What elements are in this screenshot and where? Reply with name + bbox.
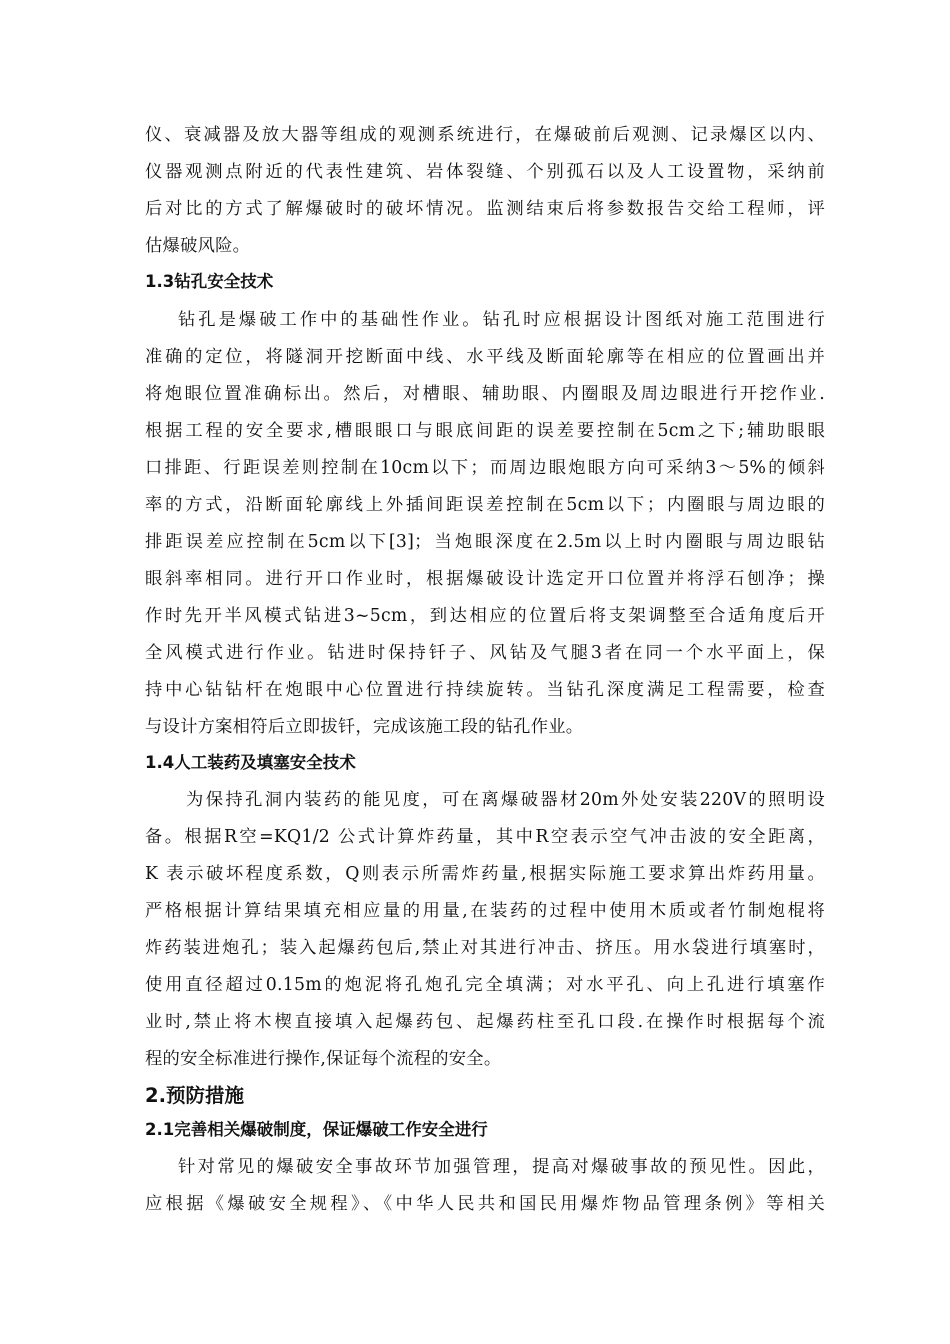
intro-line-2: 仪器观测点附近的代表性建筑、岩体裂缝、个别孤石以及人工设置物，采纳前 (145, 162, 825, 182)
s13-line-6: 率的方式，沿断面轮廓线上外插间距误差控制在5cm以下；内圈眼与周边眼的 (145, 495, 825, 515)
section-heading-2: 2.预防措施 (145, 1084, 244, 1107)
s21-line-2: 应根据《爆破安全规程》、《中华人民共和国民用爆炸物品管理条例》等相关 (145, 1194, 825, 1214)
intro-line-1: 仪、衰减器及放大器等组成的观测系统进行，在爆破前后观测、记录爆区以内、 (145, 125, 825, 145)
s13-line-4: 根据工程的安全要求,槽眼眼口与眼底间距的误差要控制在5cm之下;辅助眼眼 (145, 421, 825, 441)
s13-line-1: 钻孔是爆破工作中的基础性作业。钻孔时应根据设计图纸对施工范围进行 (178, 310, 825, 330)
s14-line-4: 严格根据计算结果填充相应量的用量,在装药的过程中使用木质或者竹制炮棍将 (145, 901, 825, 921)
intro-line-3: 后对比的方式了解爆破时的破坏情况。监测结束后将参数报告交给工程师，评 (145, 199, 825, 219)
s14-line-6: 使用直径超过0.15m的炮泥将孔炮孔完全填满；对水平孔、向上孔进行填塞作 (145, 975, 825, 995)
s14-line-2: 备。根据R空=KQ1/2 公式计算炸药量，其中R空表示空气冲击波的安全距离， (145, 827, 825, 847)
s14-line-1: 为保持孔洞内装药的能见度，可在离爆破器材20m外处安装220V的照明设 (186, 790, 825, 810)
s13-line-11: 持中心钻钻杆在炮眼中心位置进行持续旋转。当钻孔深度满足工程需要，检查 (145, 680, 825, 700)
section-heading-1-4: 1.4人工装药及填塞安全技术 (145, 753, 356, 772)
s14-line-7: 业时,禁止将木楔直接填入起爆药包、起爆药柱至孔口段.在操作时根据每个流 (145, 1012, 825, 1032)
s14-line-8: 程的安全标准进行操作,保证每个流程的安全。 (145, 1049, 502, 1069)
s13-line-12: 与设计方案相符后立即拔钎，完成该施工段的钻孔作业。 (145, 717, 584, 737)
s21-line-1: 针对常见的爆破安全事故环节加强管理，提高对爆破事故的预见性。因此， (178, 1157, 825, 1177)
s13-line-9: 作时先开半风模式钻进3~5cm，到达相应的位置后将支架调整至合适角度后开 (145, 606, 825, 626)
s13-line-2: 准确的定位，将隧洞开挖断面中线、水平线及断面轮廓等在相应的位置画出并 (145, 347, 825, 367)
s13-line-3: 将炮眼位置准确标出。然后，对槽眼、辅助眼、内圈眼及周边眼进行开挖作业. (145, 384, 825, 404)
intro-line-4: 估爆破风险。 (145, 236, 251, 256)
s14-line-3: K 表示破坏程度系数，Q则表示所需炸药量,根据实际施工要求算出炸药用量。 (145, 864, 825, 884)
s14-line-5: 炸药装进炮孔；装入起爆药包后,禁止对其进行冲击、挤压。用水袋进行填塞时， (145, 938, 825, 958)
s13-line-5: 口排距、行距误差则控制在10cm以下；而周边眼炮眼方向可采纳3～5%的倾斜 (145, 458, 825, 478)
section-heading-1-3: 1.3钻孔安全技术 (145, 272, 274, 291)
s13-line-10: 全风模式进行作业。钻进时保持钎子、风钻及气腿3者在同一个水平面上，保 (145, 643, 825, 663)
s13-line-7: 排距误差应控制在5cm以下[3]；当炮眼深度在2.5m以上时内圈眼与周边眼钻 (145, 532, 825, 552)
s13-line-8: 眼斜率相同。进行开口作业时，根据爆破设计选定开口位置并将浮石刨净；操 (145, 569, 825, 589)
section-heading-2-1: 2.1完善相关爆破制度，保证爆破工作安全进行 (145, 1120, 488, 1139)
